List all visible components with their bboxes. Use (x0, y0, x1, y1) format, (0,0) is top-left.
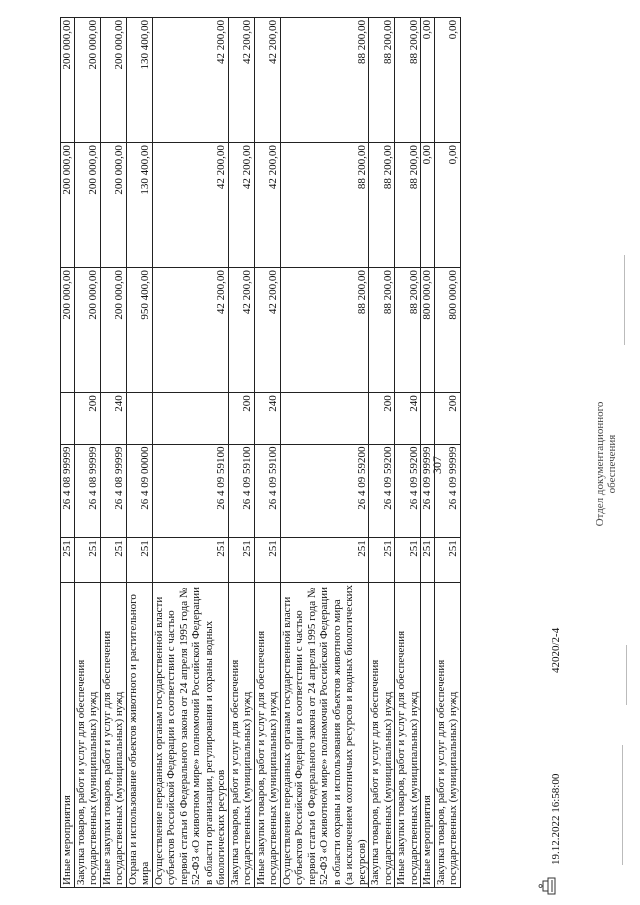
amount-2023-cell: 800 000,00 (434, 268, 460, 393)
table-row (434, 18, 460, 888)
table-row (254, 18, 280, 888)
amount-2024-cell: 42 200,00 (152, 143, 228, 268)
amount-2024-cell: 200 000,00 (61, 143, 75, 268)
amount-2023-cell: 42 200,00 (152, 268, 228, 393)
expense-type-cell: 200 (434, 393, 460, 444)
target-article-cell: 26 4 09 59100 (228, 444, 254, 538)
expense-type-cell: 200 (369, 393, 395, 444)
expense-type-cell (152, 393, 228, 444)
amount-2025-cell: 200 000,00 (74, 18, 100, 143)
table-row (126, 18, 152, 888)
amount-2024-cell: 88 200,00 (280, 143, 369, 268)
row-name-cell: Иные закупки товаров, работ и услуг для обеспечения государственных (муниципальных) нужд (100, 582, 126, 887)
table-row (152, 18, 228, 888)
amount-2023-cell: 42 200,00 (228, 268, 254, 393)
row-name-cell: Закупка товаров, работ и услуг для обеспечения государственных (муниципальных) нужд (434, 582, 460, 887)
target-article-cell: 26 4 08 99999 (61, 444, 75, 538)
table-row (395, 18, 421, 888)
amount-2024-cell: 42 200,00 (254, 143, 280, 268)
amount-2025-cell: 0,00 (434, 18, 460, 143)
amount-2023-cell: 88 200,00 (369, 268, 395, 393)
amount-2025-cell: 88 200,00 (395, 18, 421, 143)
scan-artifact (622, 745, 623, 865)
ved-code-cell: 251 (74, 538, 100, 583)
expense-type-cell: 240 (100, 393, 126, 444)
expense-type-cell (421, 393, 435, 444)
ved-code-cell: 251 (369, 538, 395, 583)
ved-code-cell: 251 (61, 538, 75, 583)
amount-2025-cell: 42 200,00 (228, 18, 254, 143)
row-name-cell: Закупка товаров, работ и услуг для обеспечения государственных (муниципальных) нужд (369, 582, 395, 887)
row-name-cell: Иные мероприятия (61, 582, 75, 887)
print-datetime: 19.12.2022 16:58:00 (550, 773, 562, 865)
scan-artifact (624, 255, 625, 345)
target-article-cell: 26 4 09 00000 (126, 444, 152, 538)
ved-code-cell: 251 (100, 538, 126, 583)
amount-2024-cell: 88 200,00 (369, 143, 395, 268)
row-name-cell: Осуществление переданных органам государственной власти субъектов Российской Федерации в соответствии с частью первой статьи 6 Федерального закона от 24 апреля 1995 года № 52-ФЗ «О животном мире» полномочий Российской Федерации в области охраны и использования объектов животного мира (за исключением охотничьих ресурсов и водных биологических ресурсов) (280, 582, 369, 887)
table-row (280, 18, 369, 888)
target-article-cell: 26 4 09 59100 (254, 444, 280, 538)
amount-2025-cell: 200 000,00 (61, 18, 75, 143)
amount-2023-cell: 200 000,00 (74, 268, 100, 393)
expense-type-cell: 200 (74, 393, 100, 444)
row-name-cell: Иные мероприятия (421, 582, 435, 887)
row-name-cell: Иные закупки товаров, работ и услуг для обеспечения государственных (муниципальных) нужд (254, 582, 280, 887)
target-article-cell: 26 4 09 59100 (152, 444, 228, 538)
amount-2024-cell: 200 000,00 (74, 143, 100, 268)
table-row (74, 18, 100, 888)
expense-type-cell (61, 393, 75, 444)
target-article-cell: 26 4 08 99999 (100, 444, 126, 538)
ved-code-cell: 251 (228, 538, 254, 583)
table-row (61, 18, 75, 888)
expense-type-cell: 240 (395, 393, 421, 444)
amount-2025-cell: 42 200,00 (254, 18, 280, 143)
target-article-cell: 26 4 09 59200 (395, 444, 421, 538)
ved-code-cell: 251 (434, 538, 460, 583)
ved-code-cell: 251 (395, 538, 421, 583)
amount-2023-cell: 42 200,00 (254, 268, 280, 393)
document-number: 42020/2-4 (550, 627, 562, 673)
expense-type-cell (126, 393, 152, 444)
row-name-cell: Охрана и использование объектов животного и растительного мира (126, 582, 152, 887)
amount-2025-cell: 88 200,00 (369, 18, 395, 143)
ved-code-cell: 251 (152, 538, 228, 583)
scan-artifact (626, 645, 627, 705)
printer-logo-icon (538, 875, 560, 897)
amount-2024-cell: 200 000,00 (100, 143, 126, 268)
target-article-cell: 26 4 09 59200 (280, 444, 369, 538)
ved-code-cell: 251 (126, 538, 152, 583)
table-row (100, 18, 126, 888)
amount-2024-cell: 130 400,00 (126, 143, 152, 268)
table-row (369, 18, 395, 888)
department-stamp: Отдел документационного обеспечения (594, 401, 618, 527)
target-article-cell: 26 4 08 99999 (74, 444, 100, 538)
amount-2025-cell: 0,00 (421, 18, 435, 143)
amount-2025-cell: 42 200,00 (152, 18, 228, 143)
amount-2024-cell: 0,00 (434, 143, 460, 268)
expense-type-cell (280, 393, 369, 444)
target-article-cell: 26 4 09 59200 (369, 444, 395, 538)
table-row (228, 18, 254, 888)
budget-table (60, 17, 461, 888)
amount-2023-cell: 200 000,00 (61, 268, 75, 393)
amount-2023-cell: 200 000,00 (100, 268, 126, 393)
amount-2023-cell: 88 200,00 (280, 268, 369, 393)
target-article-cell: 26 4 09 99999 (421, 444, 435, 538)
amount-2024-cell: 0,00 (421, 143, 435, 268)
amount-2025-cell: 130 400,00 (126, 18, 152, 143)
row-name-cell: Иные закупки товаров, работ и услуг для обеспечения государственных (муниципальных) нужд (395, 582, 421, 887)
table-row (421, 18, 435, 888)
expense-type-cell: 240 (254, 393, 280, 444)
target-article-cell: 26 4 09 99999 (434, 444, 460, 538)
ved-code-cell: 251 (254, 538, 280, 583)
amount-2023-cell: 88 200,00 (395, 268, 421, 393)
amount-2025-cell: 200 000,00 (100, 18, 126, 143)
ved-code-cell: 251 (421, 538, 435, 583)
amount-2024-cell: 42 200,00 (228, 143, 254, 268)
expense-type-cell: 200 (228, 393, 254, 444)
amount-2025-cell: 88 200,00 (280, 18, 369, 143)
row-name-cell: Закупка товаров, работ и услуг для обеспечения государственных (муниципальных) нужд (228, 582, 254, 887)
amount-2023-cell: 800 000,00 (421, 268, 435, 393)
ved-code-cell: 251 (280, 538, 369, 583)
row-name-cell: Закупка товаров, работ и услуг для обеспечения государственных (муниципальных) нужд (74, 582, 100, 887)
page-number: 307 (430, 456, 444, 474)
amount-2023-cell: 950 400,00 (126, 268, 152, 393)
row-name-cell: Осуществление переданных органам государственной власти субъектов Российской Федерации в соответствии с частью первой статьи 6 Федерального закона от 24 апреля 1995 года № 52-ФЗ «О животном мире» полномочий Российской Федерации в области организации, регулирования и охраны водных биологических ресурсов (152, 582, 228, 887)
amount-2024-cell: 88 200,00 (395, 143, 421, 268)
